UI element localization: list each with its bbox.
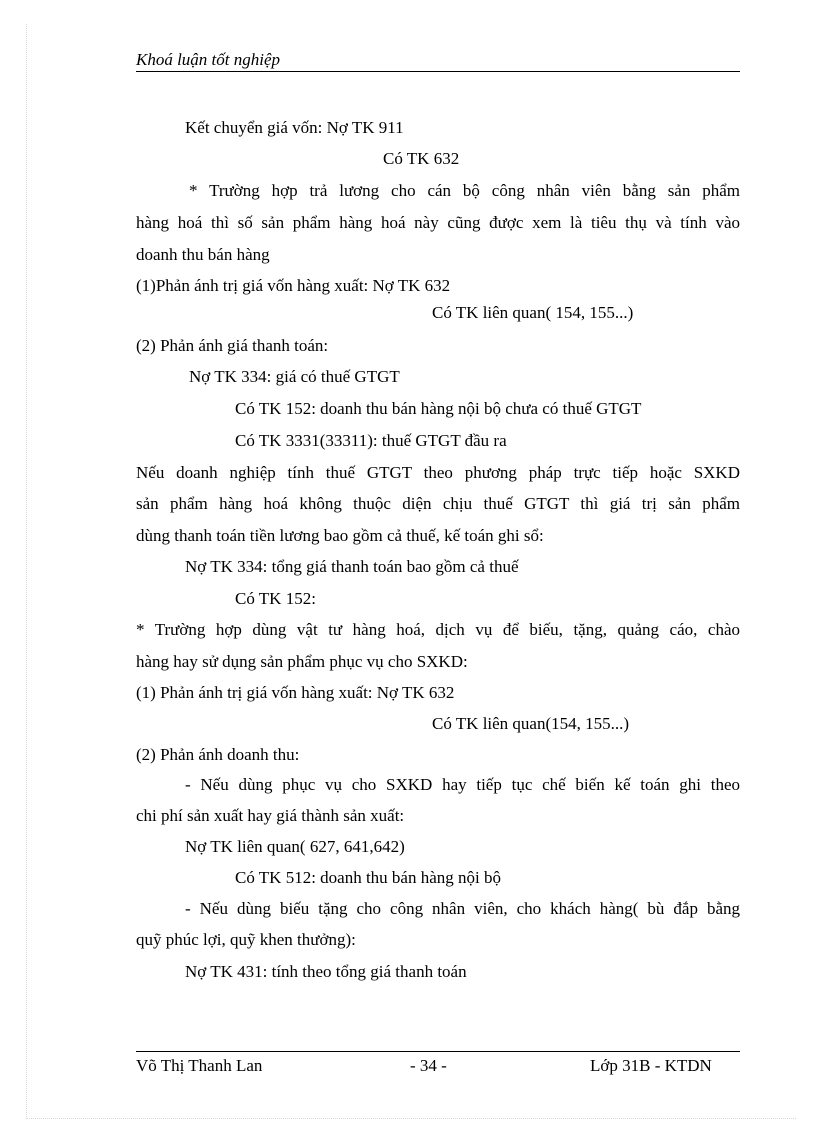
text-line: * Trường hợp trả lương cho cán bộ công nhân viên bằng sản phẩm bbox=[189, 181, 740, 200]
text-line: - Nếu dùng biếu tặng cho công nhân viên, cho khách hàng( bù đắp bằng bbox=[185, 899, 740, 918]
text-line: Có TK 152: bbox=[235, 589, 316, 608]
text-line: dùng thanh toán tiền lương bao gồm cả thuế, kế toán ghi sổ: bbox=[136, 526, 544, 545]
text-line: Nợ TK 334: tổng giá thanh toán bao gồm cả thuế bbox=[185, 557, 519, 576]
page-frame-left bbox=[26, 24, 27, 1119]
text-line: Có TK 632 bbox=[383, 149, 460, 168]
text-line: - Nếu dùng phục vụ cho SXKD hay tiếp tục chế biến kế toán ghi theo bbox=[185, 775, 740, 794]
text-line: (2) Phản ánh giá thanh toán: bbox=[136, 336, 329, 355]
text-line: (1)Phản ánh trị giá vốn hàng xuất: Nợ TK 632 bbox=[136, 276, 451, 295]
text-line: doanh thu bán hàng bbox=[136, 245, 270, 264]
text-line: hàng hay sử dụng sản phẩm phục vụ cho SXKD: bbox=[136, 652, 468, 671]
footer-class: Lớp 31B - KTDN bbox=[590, 1056, 712, 1075]
page-number: - 34 - bbox=[410, 1056, 447, 1075]
text-line: Có TK 3331(33311): thuế GTGT đầu ra bbox=[235, 431, 507, 450]
text-line: sản phẩm hàng hoá không thuộc diện chịu thuế GTGT thì giá trị sản phẩm bbox=[136, 494, 740, 513]
text-line: Nếu doanh nghiệp tính thuế GTGT theo phương pháp trực tiếp hoặc SXKD bbox=[136, 463, 740, 482]
text-line: Có TK liên quan(154, 155...) bbox=[432, 714, 630, 733]
text-line: * Trường hợp dùng vật tư hàng hoá, dịch vụ để biếu, tặng, quảng cáo, chào bbox=[136, 620, 740, 639]
text-line: Nợ TK liên quan( 627, 641,642) bbox=[185, 837, 405, 856]
text-line: chi phí sản xuất hay giá thành sản xuất: bbox=[136, 806, 405, 825]
text-line: (2) Phản ánh doanh thu: bbox=[136, 745, 300, 764]
text-line: Kết chuyển giá vốn: Nợ TK 911 bbox=[185, 118, 404, 137]
footer-rule bbox=[136, 1051, 740, 1052]
text-line: hàng hoá thì số sản phẩm hàng hoá này cũng được xem là tiêu thụ và tính vào bbox=[136, 213, 740, 232]
text-line: Có TK 152: doanh thu bán hàng nội bộ chưa có thuế GTGT bbox=[235, 399, 642, 418]
footer-author: Võ Thị Thanh Lan bbox=[136, 1056, 263, 1075]
text-line: Có TK 512: doanh thu bán hàng nội bộ bbox=[235, 868, 501, 887]
text-line: (1) Phản ánh trị giá vốn hàng xuất: Nợ TK 632 bbox=[136, 683, 455, 702]
page-header: Khoá luận tốt nghiệp bbox=[136, 50, 740, 72]
text-line: quỹ phúc lợi, quỹ khen thưởng): bbox=[136, 930, 356, 949]
page-frame-bottom bbox=[26, 1118, 796, 1119]
text-line: Nợ TK 334: giá có thuế GTGT bbox=[189, 367, 400, 386]
text-line: Nợ TK 431: tính theo tổng giá thanh toán bbox=[185, 962, 467, 981]
text-line: Có TK liên quan( 154, 155...) bbox=[432, 303, 634, 322]
